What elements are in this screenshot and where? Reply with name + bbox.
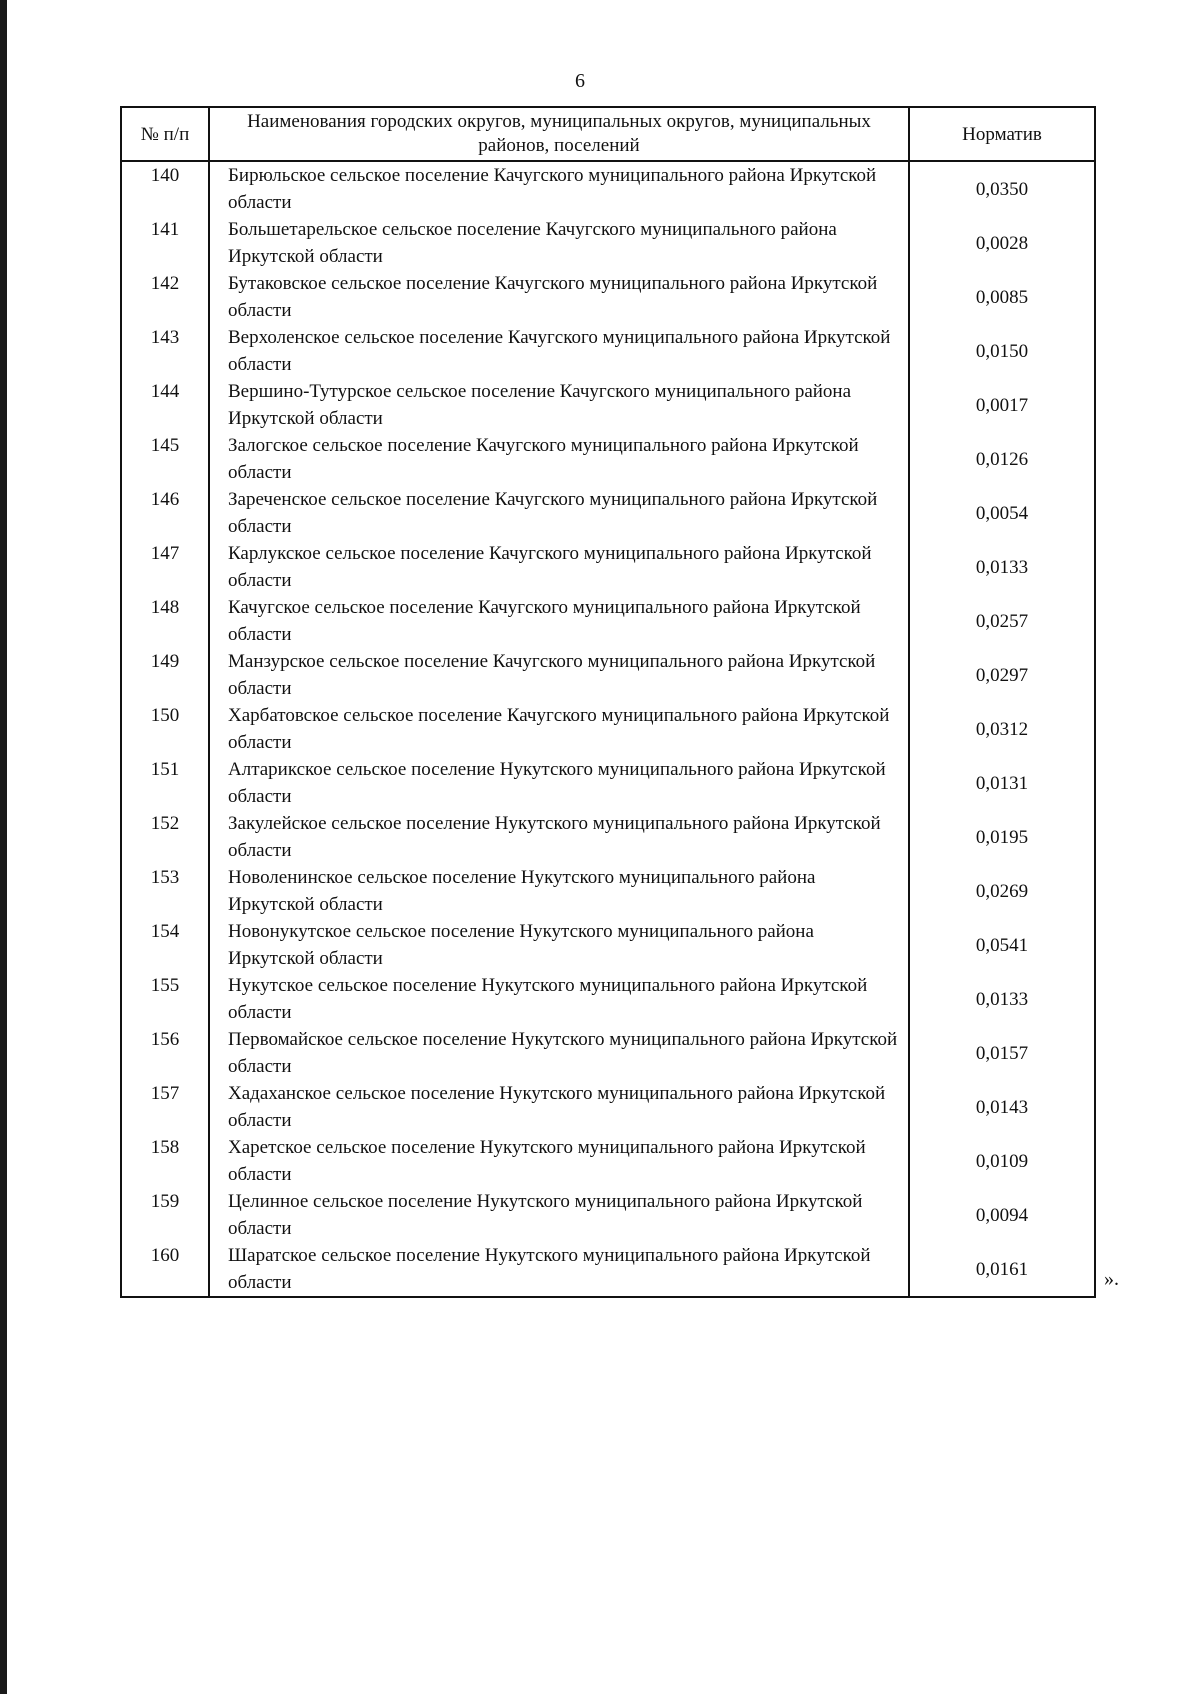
table-row xyxy=(121,918,1095,972)
row-name: Закулейское сельское поселение Нукутского муниципального района Иркутской области xyxy=(209,810,909,864)
row-value: 0,0312 xyxy=(909,702,1095,756)
row-name: Шаратское сельское поселение Нукутского муниципального района Иркутской области xyxy=(209,1242,909,1297)
row-name: Харетское сельское поселение Нукутского муниципального района Иркутской области xyxy=(209,1134,909,1188)
table-row xyxy=(121,594,1095,648)
row-value: 0,0133 xyxy=(909,540,1095,594)
row-number: 155 xyxy=(121,972,209,1026)
row-name: Вершино-Тутурское сельское поселение Качугского муниципального района Иркутской области xyxy=(209,378,909,432)
row-value: 0,0085 xyxy=(909,270,1095,324)
table-row xyxy=(121,1080,1095,1134)
row-number: 156 xyxy=(121,1026,209,1080)
table-row xyxy=(121,972,1095,1026)
row-number: 154 xyxy=(121,918,209,972)
row-value: 0,0109 xyxy=(909,1134,1095,1188)
row-number: 159 xyxy=(121,1188,209,1242)
table-row xyxy=(121,432,1095,486)
row-name: Большетарельское сельское поселение Качугского муниципального района Иркутской области xyxy=(209,216,909,270)
row-value: 0,0126 xyxy=(909,432,1095,486)
table-row xyxy=(121,810,1095,864)
scan-left-edge xyxy=(0,0,7,1694)
row-value: 0,0054 xyxy=(909,486,1095,540)
row-number: 158 xyxy=(121,1134,209,1188)
row-value: 0,0161 xyxy=(909,1242,1095,1297)
row-name: Хадаханское сельское поселение Нукутского муниципального района Иркутской области xyxy=(209,1080,909,1134)
row-number: 157 xyxy=(121,1080,209,1134)
row-number: 152 xyxy=(121,810,209,864)
row-name: Качугское сельское поселение Качугского муниципального района Иркутской области xyxy=(209,594,909,648)
row-value: 0,0017 xyxy=(909,378,1095,432)
table-row xyxy=(121,756,1095,810)
row-number: 145 xyxy=(121,432,209,486)
row-number: 146 xyxy=(121,486,209,540)
table-row xyxy=(121,378,1095,432)
table-row xyxy=(121,324,1095,378)
row-value: 0,0541 xyxy=(909,918,1095,972)
row-number: 147 xyxy=(121,540,209,594)
row-name: Харбатовское сельское поселение Качугского муниципального района Иркутской области xyxy=(209,702,909,756)
row-name: Верхоленское сельское поселение Качугского муниципального района Иркутской области xyxy=(209,324,909,378)
row-number: 142 xyxy=(121,270,209,324)
table-body xyxy=(121,161,1095,1297)
row-value: 0,0131 xyxy=(909,756,1095,810)
row-value: 0,0297 xyxy=(909,648,1095,702)
header-num: № п/п xyxy=(121,107,209,161)
row-number: 143 xyxy=(121,324,209,378)
normative-table xyxy=(120,106,1096,1298)
row-value: 0,0143 xyxy=(909,1080,1095,1134)
row-name: Манзурское сельское поселение Качугского муниципального района Иркутской области xyxy=(209,648,909,702)
row-number: 144 xyxy=(121,378,209,432)
row-value: 0,0195 xyxy=(909,810,1095,864)
row-name: Новоленинское сельское поселение Нукутского муниципального района Иркутской области xyxy=(209,864,909,918)
row-number: 148 xyxy=(121,594,209,648)
table-header-row xyxy=(121,107,1095,161)
row-value: 0,0257 xyxy=(909,594,1095,648)
closing-quote: ». xyxy=(1104,1268,1119,1290)
table-row xyxy=(121,702,1095,756)
row-value: 0,0157 xyxy=(909,1026,1095,1080)
header-name: Наименования городских округов, муниципальных округов, муниципальных районов, поселений xyxy=(209,107,909,161)
table-row xyxy=(121,1242,1095,1297)
table-row xyxy=(121,1134,1095,1188)
row-number: 141 xyxy=(121,216,209,270)
row-name: Нукутское сельское поселение Нукутского муниципального района Иркутской области xyxy=(209,972,909,1026)
row-name: Первомайское сельское поселение Нукутского муниципального района Иркутской области xyxy=(209,1026,909,1080)
row-name: Целинное сельское поселение Нукутского муниципального района Иркутской области xyxy=(209,1188,909,1242)
row-number: 153 xyxy=(121,864,209,918)
row-value: 0,0094 xyxy=(909,1188,1095,1242)
row-number: 140 xyxy=(121,161,209,216)
row-value: 0,0133 xyxy=(909,972,1095,1026)
table-row xyxy=(121,648,1095,702)
row-name: Новонукутское сельское поселение Нукутского муниципального района Иркутской области xyxy=(209,918,909,972)
row-value: 0,0150 xyxy=(909,324,1095,378)
table-row xyxy=(121,540,1095,594)
table-row xyxy=(121,270,1095,324)
header-value: Норматив xyxy=(909,107,1095,161)
table-row xyxy=(121,864,1095,918)
table-row xyxy=(121,486,1095,540)
table-row xyxy=(121,161,1095,216)
table-row xyxy=(121,1026,1095,1080)
row-value: 0,0028 xyxy=(909,216,1095,270)
row-name: Зареченское сельское поселение Качугского муниципального района Иркутской области xyxy=(209,486,909,540)
table-row xyxy=(121,1188,1095,1242)
table-row xyxy=(121,216,1095,270)
page-number: 6 xyxy=(575,70,585,92)
row-value: 0,0269 xyxy=(909,864,1095,918)
row-name: Карлукское сельское поселение Качугского муниципального района Иркутской области xyxy=(209,540,909,594)
row-number: 160 xyxy=(121,1242,209,1297)
row-name: Бирюльское сельское поселение Качугского муниципального района Иркутской области xyxy=(209,161,909,216)
row-name: Залогское сельское поселение Качугского муниципального района Иркутской области xyxy=(209,432,909,486)
row-number: 150 xyxy=(121,702,209,756)
row-number: 151 xyxy=(121,756,209,810)
row-number: 149 xyxy=(121,648,209,702)
row-name: Бутаковское сельское поселение Качугского муниципального района Иркутской области xyxy=(209,270,909,324)
row-name: Алтарикское сельское поселение Нукутского муниципального района Иркутской области xyxy=(209,756,909,810)
row-value: 0,0350 xyxy=(909,161,1095,216)
